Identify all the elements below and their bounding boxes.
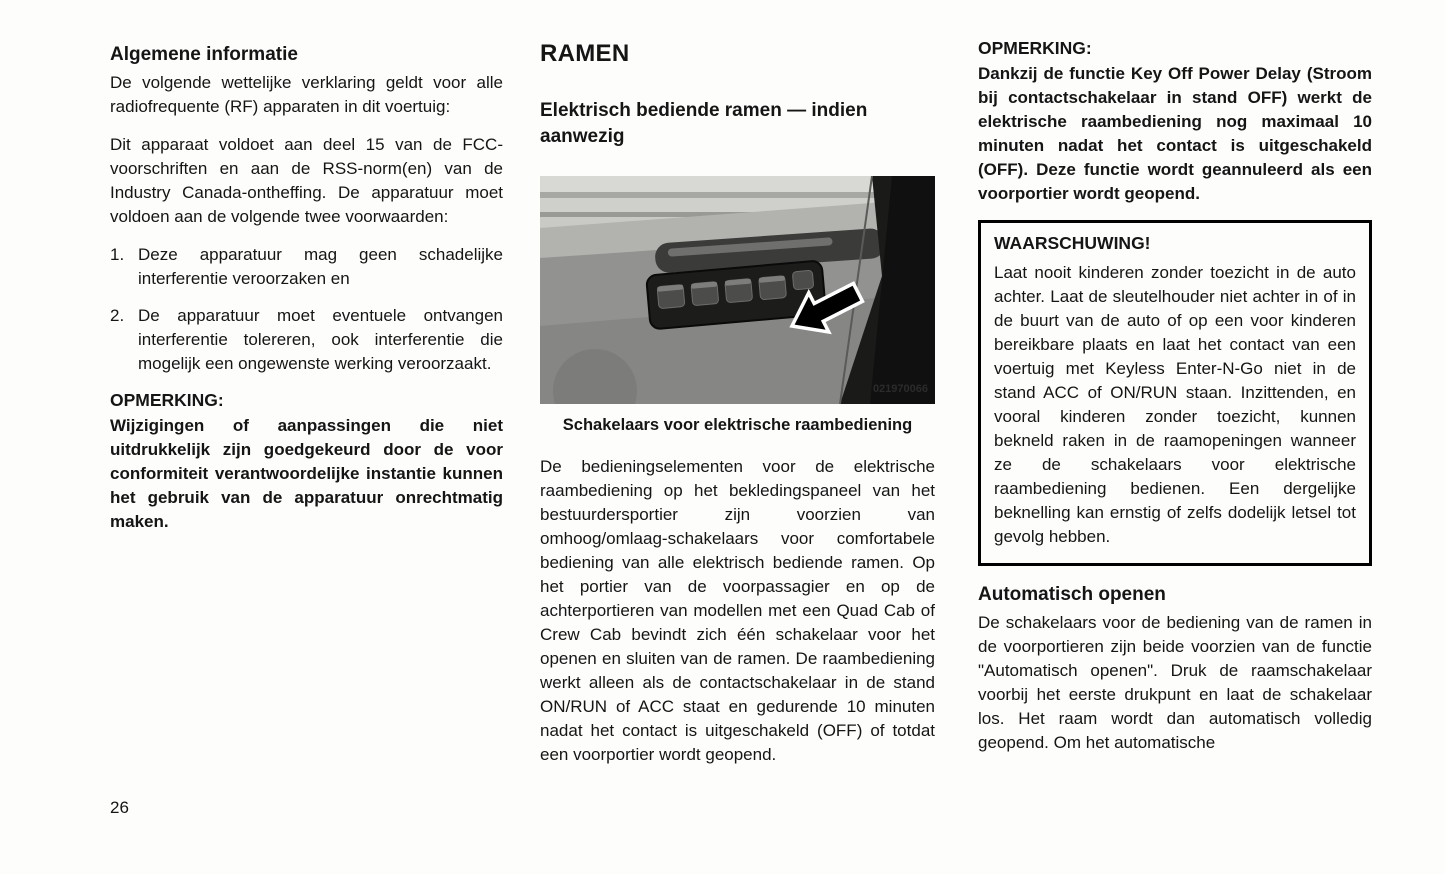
note-heading: OPMERKING: (110, 390, 224, 410)
page-number: 26 (110, 798, 129, 817)
list-item-2 (110, 304, 503, 376)
paragraph-window-controls: De bedieningselementen voor de elektrische raambediening op het bekledingspaneel van het bestuurdersportier zijn voorzien van omhoog/omlaag-schakelaars voor comfortabele bediening van alle elektrisch bediende ramen. Op het portier van de voorpassagier en op de achterportieren van modellen met een Quad Cab of Crew Cab bevindt zich één schakelaar voor het openen en sluiten van de ramen. De raambediening werkt alleen als de contactschakelaar in de stand ON/RUN of ACC staat en gedurende 10 minuten nadat het contact is uitgeschakeld (OFF) of totdat een voorportier wordt geopend. (540, 457, 935, 764)
warning-box (978, 220, 1372, 566)
column-right (978, 38, 1372, 769)
column-left (110, 44, 503, 548)
note-text-key-off: Dankzij de functie Key Off Power Delay (Stroom bij contactschakelaar in stand OFF) werkt de elektrische raambediening nog maximaal 10 minuten nadat het contact is uitgeschakeld (OFF). Deze functie wordt geannuleerd als een voorportier wordt geopend. (978, 64, 1372, 203)
section-heading-auto-open: Automatisch openen (978, 584, 1166, 605)
list-number: 1. (110, 245, 125, 264)
figure-caption: Schakelaars voor elektrische raambediening (562, 416, 913, 434)
note-heading: OPMERKING: (978, 38, 1092, 58)
warning-text: Laat nooit kinderen zonder toezicht in de auto achter. Laat de sleutelhouder niet achter in of in de buurt van de auto of op een voor kinderen bereikbare plaats en laat het contact van een voertuig met Keyless Enter-N-Go niet in de stand ACC of ON/RUN staan. Inzittenden, en vooral kinderen zonder toezicht, kunnen bekneld raken in de raamopeningen wanneer ze de schakelaars voor elektrische raambediening bedienen. Een dergelijke beknelling kan ernstig of zelfs dodelijk letsel tot gevolg hebben. (994, 263, 1356, 546)
section-heading-general-info: Algemene informatie (110, 44, 298, 65)
section-heading-power-windows: Elektrisch bediende ramen — indien aanwezig (540, 100, 868, 147)
paragraph-fcc: Dit apparaat voldoet aan deel 15 van de FCC-voorschriften en aan de RSS-norm(en) van de Industry Canada-ontheffing. De apparatuur moet voldoen aan de volgende twee voorwaarden: (110, 135, 503, 226)
list-text: Deze apparatuur mag geen schadelijke interferentie veroorzaken en (138, 245, 503, 288)
figure-door-panel (540, 176, 935, 404)
list-number: 2. (110, 306, 125, 325)
paragraph-auto-open: De schakelaars voor de bediening van de ramen in de voorportieren zijn beide voorzien van de functie "Automatisch openen". Druk de raamschakelaar voorbij het eerste drukpunt en laat de schakelaar los. Het raam wordt dan automatisch volledig geopend. Om het automatische (978, 613, 1372, 752)
paragraph-rf-statement: De volgende wettelijke verklaring geldt voor alle radiofrequente (RF) apparaten in dit voertuig: (110, 73, 503, 116)
column-middle (540, 40, 935, 781)
list-item-1 (110, 243, 503, 291)
list-text: De apparatuur moet eventuele ontvangen interferentie tolereren, ook interferentie die mogelijk een ongewenste werking veroorzaakt. (138, 306, 503, 373)
door-panel-photo (540, 176, 935, 404)
warning-heading: WAARSCHUWING! (994, 233, 1151, 253)
note-text: Wijzigingen of aanpassingen die niet uitdrukkelijk zijn goedgekeurd door de voor conformiteit verantwoordelijke instantie kunnen het gebruik van de apparatuur onrechtmatig maken. (110, 416, 503, 531)
figure-code: 021970066 (872, 383, 928, 395)
chapter-heading-ramen: RAMEN (540, 40, 630, 67)
